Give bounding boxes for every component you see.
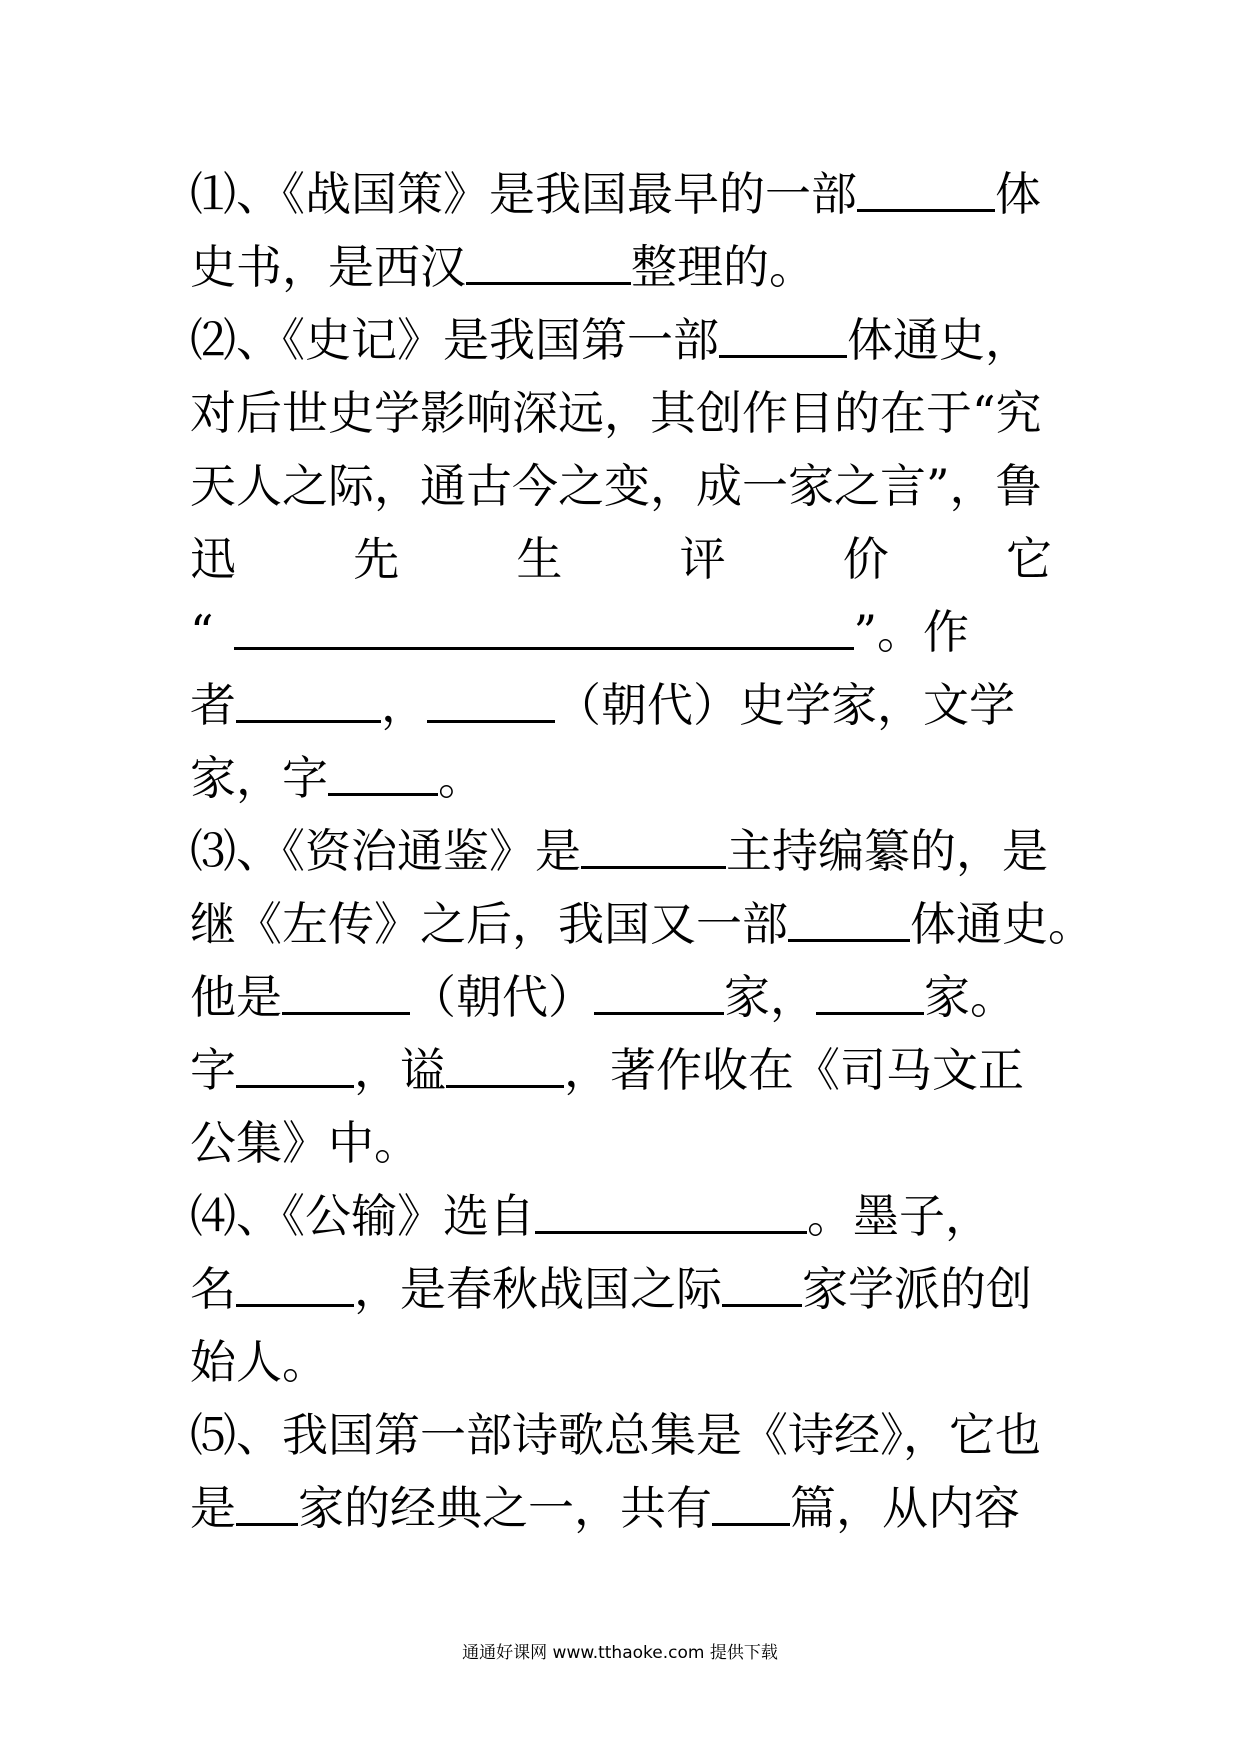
q4-text: ，是春秋战国之际 xyxy=(354,1262,722,1316)
answer-blank[interactable] xyxy=(816,972,924,1015)
answer-blank[interactable] xyxy=(535,1191,807,1234)
q3-text: 体通史。 xyxy=(910,897,1094,951)
q2-line-2: 对后世史学影响深远，其创作目的在于“究 xyxy=(190,386,1042,440)
q2-text: “ xyxy=(190,605,214,659)
q1-line-1 xyxy=(190,158,1052,231)
answer-blank[interactable] xyxy=(236,1264,354,1307)
q5-line-2 xyxy=(190,1472,1052,1545)
q2-char: 生 xyxy=(516,532,563,586)
q2-text: 体通史， xyxy=(847,313,1031,367)
q3-line-5: 公集》中。 xyxy=(190,1116,420,1170)
answer-blank[interactable] xyxy=(857,169,995,212)
q2-line-1 xyxy=(190,304,1052,377)
q2-char: 它 xyxy=(1005,532,1052,586)
answer-blank[interactable] xyxy=(719,315,847,358)
q4-text: 。墨子， xyxy=(807,1189,991,1243)
q4-text: ⑷、《公输》选自 xyxy=(190,1189,535,1243)
answer-blank[interactable] xyxy=(236,1045,354,1088)
q4-text: 家学派的创 xyxy=(802,1262,1032,1316)
q3-text: ，著作收在《司马文正 xyxy=(564,1043,1024,1097)
answer-blank[interactable] xyxy=(712,1483,790,1526)
q2-char: 价 xyxy=(842,532,889,586)
q5-text: 家的经典之一，共有 xyxy=(298,1481,712,1535)
q3-line-3 xyxy=(190,961,1052,1034)
q1-text: 体 xyxy=(995,167,1041,221)
answer-blank[interactable] xyxy=(236,1483,298,1526)
answer-blank[interactable] xyxy=(282,972,410,1015)
q5-text: 是 xyxy=(190,1481,236,1535)
q1-text: 整理的。 xyxy=(631,240,815,294)
answer-blank[interactable] xyxy=(328,753,438,796)
q2-char: 评 xyxy=(679,532,726,586)
q3-text: 家。 xyxy=(924,970,1016,1024)
answer-blank[interactable] xyxy=(788,899,910,942)
answer-blank[interactable] xyxy=(722,1264,802,1307)
exercise-content xyxy=(190,158,1094,1545)
q3-line-4 xyxy=(190,1034,1052,1107)
q5-text: 篇，从内容 xyxy=(790,1481,1020,1535)
q3-text: （朝代） xyxy=(410,970,594,1024)
page-footer: 通通好课网 www.tthaoke.com 提供下载 xyxy=(462,1643,778,1663)
q4-line-1 xyxy=(190,1180,1052,1253)
q2-line-5 xyxy=(190,596,1052,669)
q2-line-4 xyxy=(190,523,1052,596)
q2-text: ⑵、《史记》是我国第一部 xyxy=(190,313,719,367)
q1-text: ⑴、《战国策》是我国最早的一部 xyxy=(190,167,857,221)
q3-line-1 xyxy=(190,815,1052,888)
q2-text: 家，字 xyxy=(190,751,328,805)
q2-line-7 xyxy=(190,742,1052,815)
q2-text: 者 xyxy=(190,678,236,732)
answer-blank[interactable] xyxy=(236,680,381,723)
q2-text: （朝代）史学家，文学 xyxy=(555,678,1015,732)
q2-text: 。 xyxy=(438,751,484,805)
q3-text: ⑶、《资治通鉴》是 xyxy=(190,824,581,878)
q1-text: 史书，是西汉 xyxy=(190,240,466,294)
q3-line-2 xyxy=(190,888,1094,961)
q1-line-2 xyxy=(190,231,1052,304)
answer-blank[interactable] xyxy=(446,1045,564,1088)
q2-line-3: 天人之际，通古今之变，成一家之言”，鲁 xyxy=(190,459,1042,513)
q2-char: 先 xyxy=(353,532,400,586)
q2-line-6 xyxy=(190,669,1052,742)
q2-text: ”。作 xyxy=(853,605,970,659)
answer-blank[interactable] xyxy=(427,680,555,723)
q3-text: 字 xyxy=(190,1043,236,1097)
q3-text: 主持编纂的，是 xyxy=(726,824,1048,878)
q4-line-3: 始人。 xyxy=(190,1335,328,1389)
q2-char: 迅 xyxy=(190,532,236,586)
answer-blank[interactable] xyxy=(234,607,854,650)
q3-text: 继《左传》之后，我国又一部 xyxy=(190,897,788,951)
q4-text: 名 xyxy=(190,1262,236,1316)
q5-line-1: ⑸、我国第一部诗歌总集是《诗经》，它也 xyxy=(190,1408,1041,1462)
q3-text: 他是 xyxy=(190,970,282,1024)
q3-text: ，谥 xyxy=(354,1043,446,1097)
answer-blank[interactable] xyxy=(581,826,726,869)
q3-text: 家， xyxy=(724,970,816,1024)
q2-text: ， xyxy=(381,678,427,732)
q4-line-2 xyxy=(190,1253,1052,1326)
answer-blank[interactable] xyxy=(594,972,724,1015)
answer-blank[interactable] xyxy=(466,242,631,285)
